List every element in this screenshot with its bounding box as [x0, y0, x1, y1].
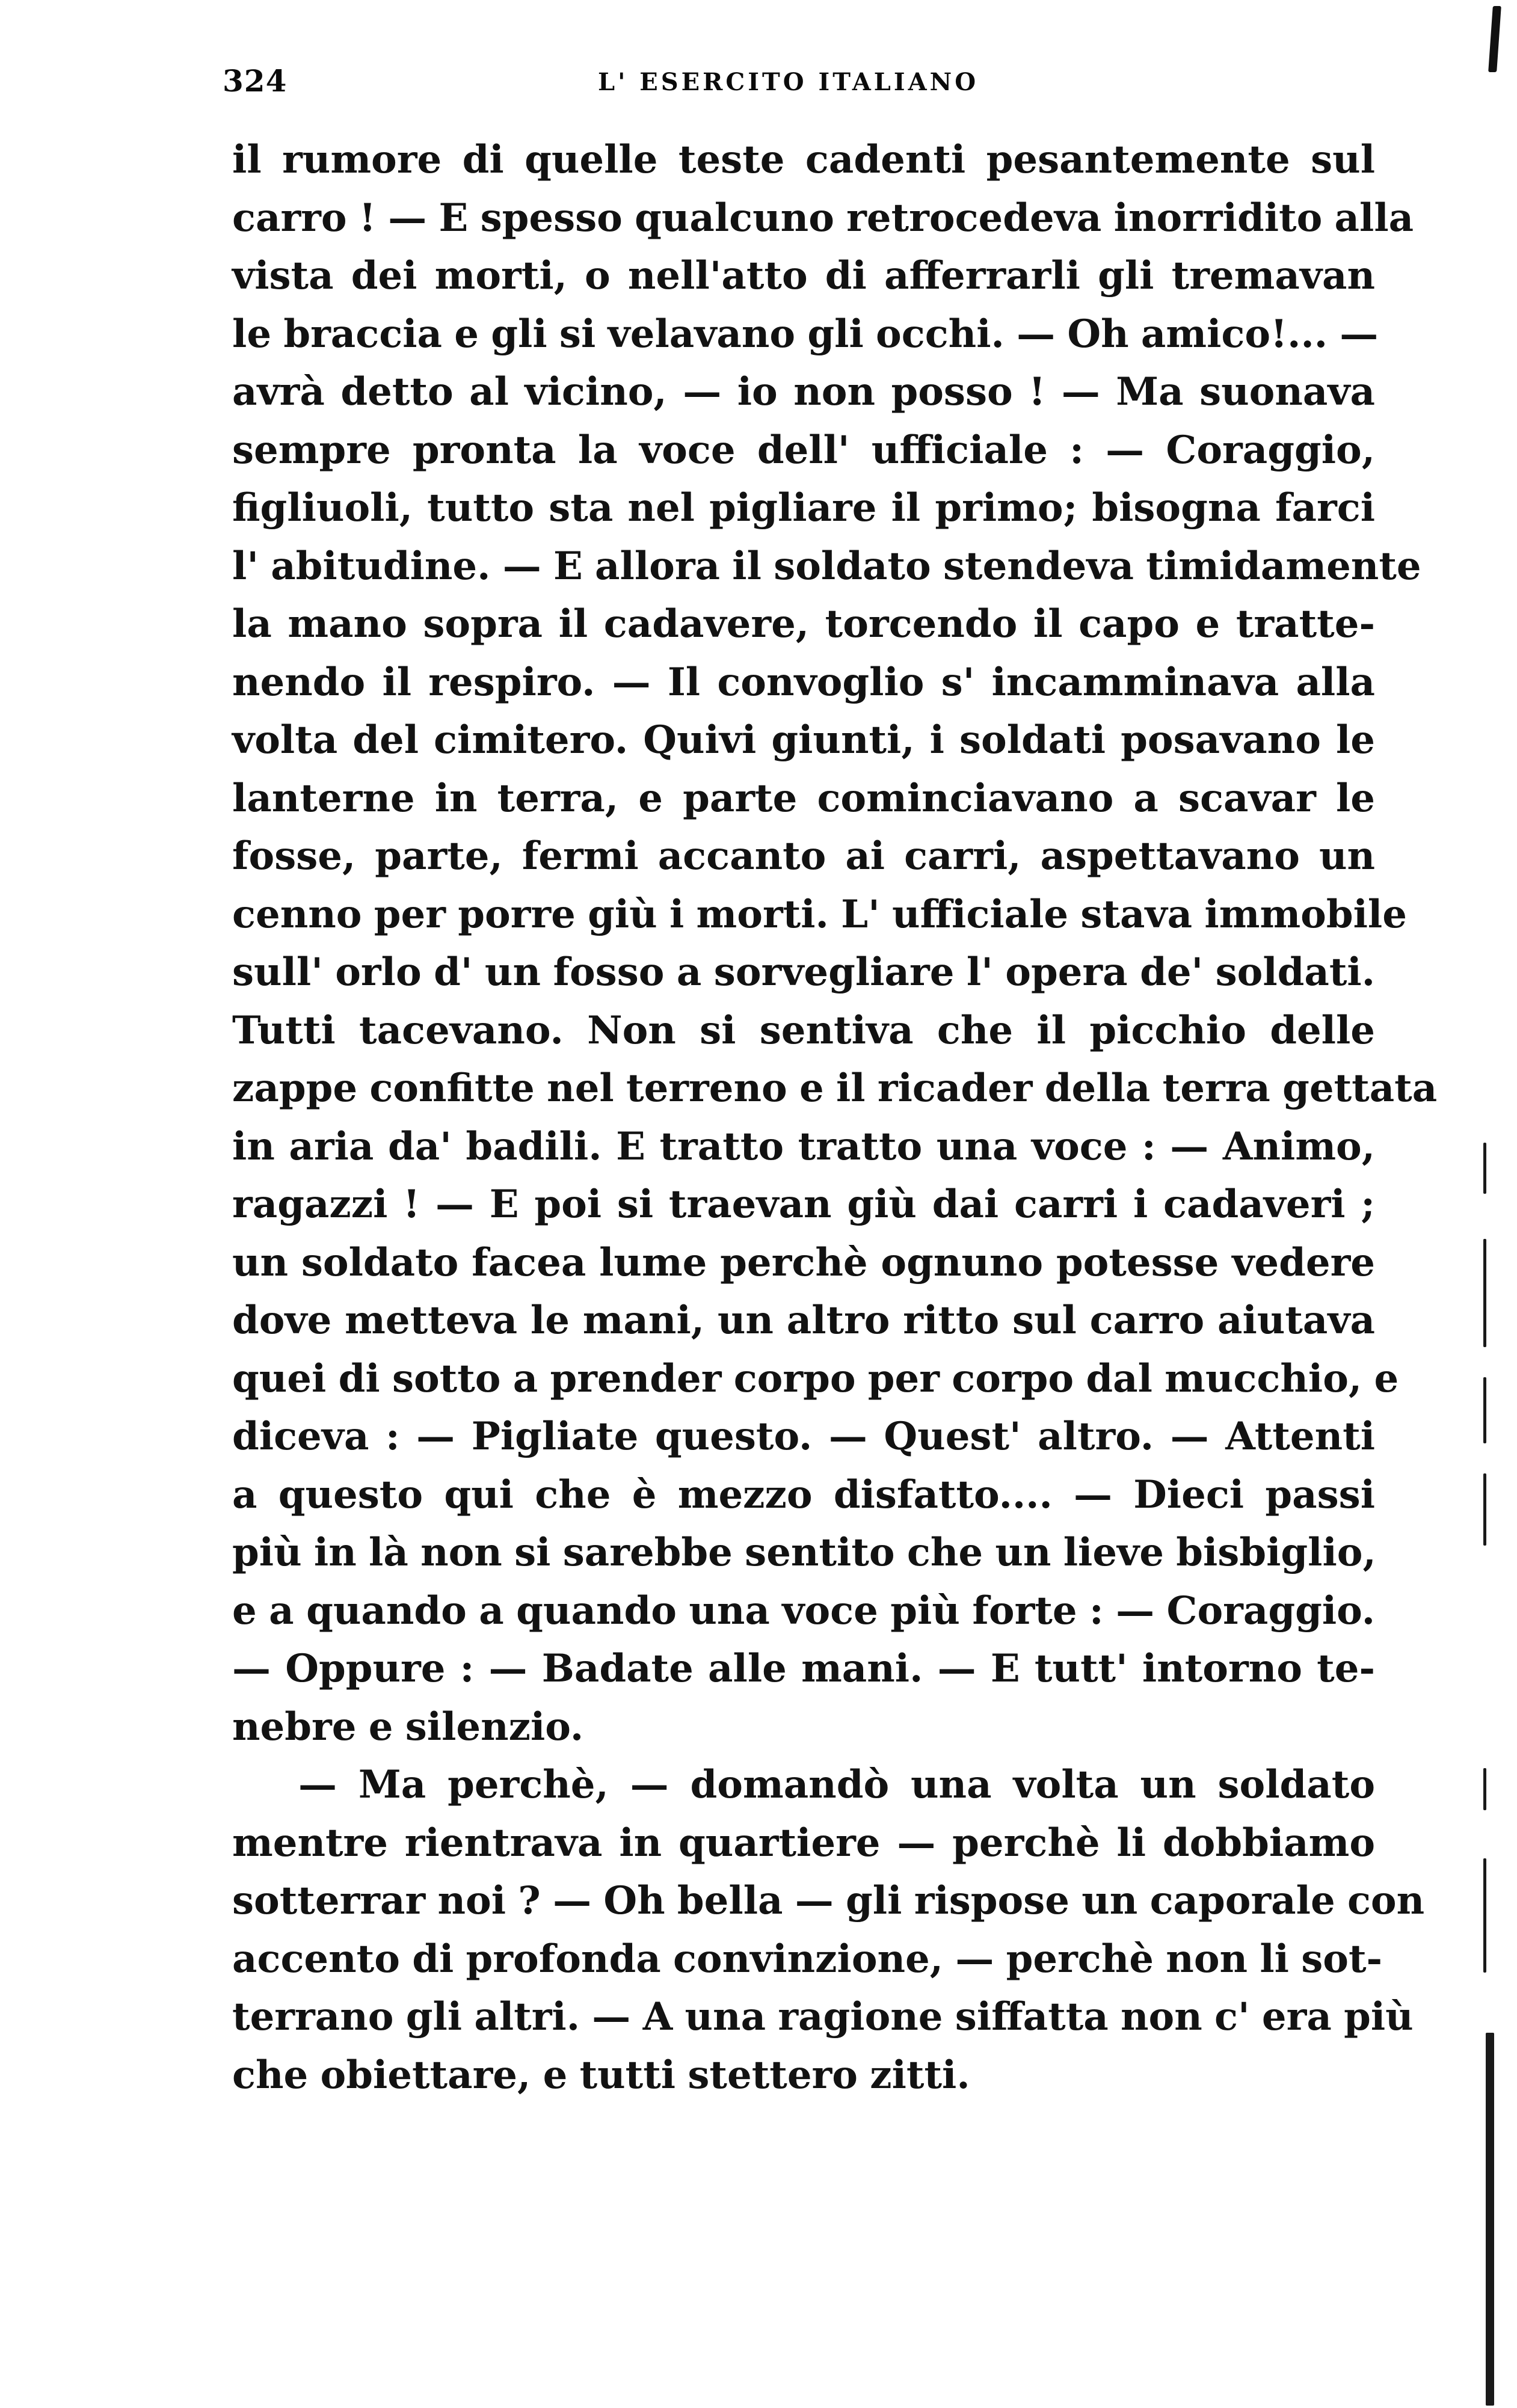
text-line: zappe confitte nel terreno e il ricader della terra gettata: [232, 1066, 1438, 1111]
text-line: cenno per porre giù i morti. L' ufficiale stava immobile: [232, 891, 1407, 937]
text-line: carro ! — E spesso qualcuno retrocedeva inorridito alla: [232, 195, 1414, 241]
text-line: ragazzi ! — E poi si traevan giù dai carri i cadaveri ;: [232, 1182, 1375, 1227]
binding-margin-rule: [1483, 1143, 1486, 1194]
page-number: 324: [223, 63, 288, 99]
text-line: — Oppure : — Badate alle mani. — E tutt' intorno te-: [232, 1646, 1375, 1691]
text-line: lanterne in terra, e parte cominciavano a scavar le: [232, 775, 1375, 821]
text-line: e a quando a quando una voce più forte : — Coraggio.: [232, 1588, 1375, 1633]
text-line: il rumore di quelle teste cadenti pesantemente sul: [232, 137, 1375, 182]
text-line: dove metteva le mani, un altro ritto sul carro aiutava: [232, 1298, 1375, 1343]
binding-margin-rule: [1483, 1473, 1486, 1546]
binding-margin-rule: [1483, 1768, 1486, 1810]
text-line: figliuoli, tutto sta nel pigliare il primo; bisogna farci: [232, 485, 1375, 530]
text-line: che obiettare, e tutti stettero zitti.: [232, 2052, 970, 2098]
text-line: terrano gli altri. — A una ragione siffatta non c' era più: [232, 1994, 1414, 2039]
text-line: un soldato facea lume perchè ognuno potesse vedere: [232, 1239, 1375, 1285]
text-line: — Ma perchè, — domandò una volta un soldato: [298, 1762, 1375, 1807]
text-line: mentre rientrava in quartiere — perchè li dobbiamo: [232, 1820, 1375, 1866]
body-text: [232, 131, 1438, 2104]
text-line: quei di sotto a prender corpo per corpo dal mucchio, e: [232, 1356, 1399, 1401]
text-line: fosse, parte, fermi accanto ai carri, aspettavano un: [232, 834, 1375, 879]
text-line: più in là non si sarebbe sentito che un lieve bisbiglio,: [232, 1530, 1376, 1575]
text-line: sull' orlo d' un fosso a sorvegliare l' opera de' soldati.: [232, 950, 1375, 995]
binding-margin-rule: [1483, 1858, 1486, 1973]
text-line: in aria da' badili. E tratto tratto una voce : — Animo,: [232, 1123, 1375, 1169]
text-line: nendo il respiro. — Il convoglio s' incamminava alla: [232, 659, 1375, 705]
text-line: accento di profonda convinzione, — perchè non li sot-: [232, 1936, 1383, 1982]
text-line: le braccia e gli si velavano gli occhi. — Oh amico!... —: [232, 311, 1379, 357]
text-line: vista dei morti, o nell'atto di afferrarli gli tremavan: [232, 253, 1375, 298]
binding-margin-rule: [1486, 2033, 1494, 2406]
scan-edge-mark: [1488, 6, 1501, 72]
text-line: sempre pronta la voce dell' ufficiale : — Coraggio,: [232, 427, 1375, 473]
text-line: avrà detto al vicino, — io non posso ! — Ma suonava: [232, 369, 1375, 414]
text-line: l' abitudine. — E allora il soldato stendeva timidamente: [232, 543, 1421, 589]
binding-margin-rule: [1483, 1239, 1486, 1347]
text-line: volta del cimitero. Quivi giunti, i soldati posavano le: [232, 717, 1375, 763]
binding-margin-rule: [1483, 1377, 1486, 1443]
text-line: diceva : — Pigliate questo. — Quest' altro. — Attenti: [232, 1414, 1375, 1459]
text-line: nebre e silenzio.: [232, 1704, 584, 1749]
text-line: la mano sopra il cadavere, torcendo il capo e tratte-: [232, 601, 1375, 647]
text-line: Tutti tacevano. Non si sentiva che il picchio delle: [232, 1007, 1375, 1053]
running-title: L' ESERCITO ITALIANO: [598, 68, 979, 96]
text-line: a questo qui che è mezzo disfatto.... — Dieci passi: [232, 1472, 1375, 1517]
text-line: sotterrar noi ? — Oh bella — gli rispose un caporale con: [232, 1878, 1425, 1923]
page-header: [223, 63, 1383, 117]
